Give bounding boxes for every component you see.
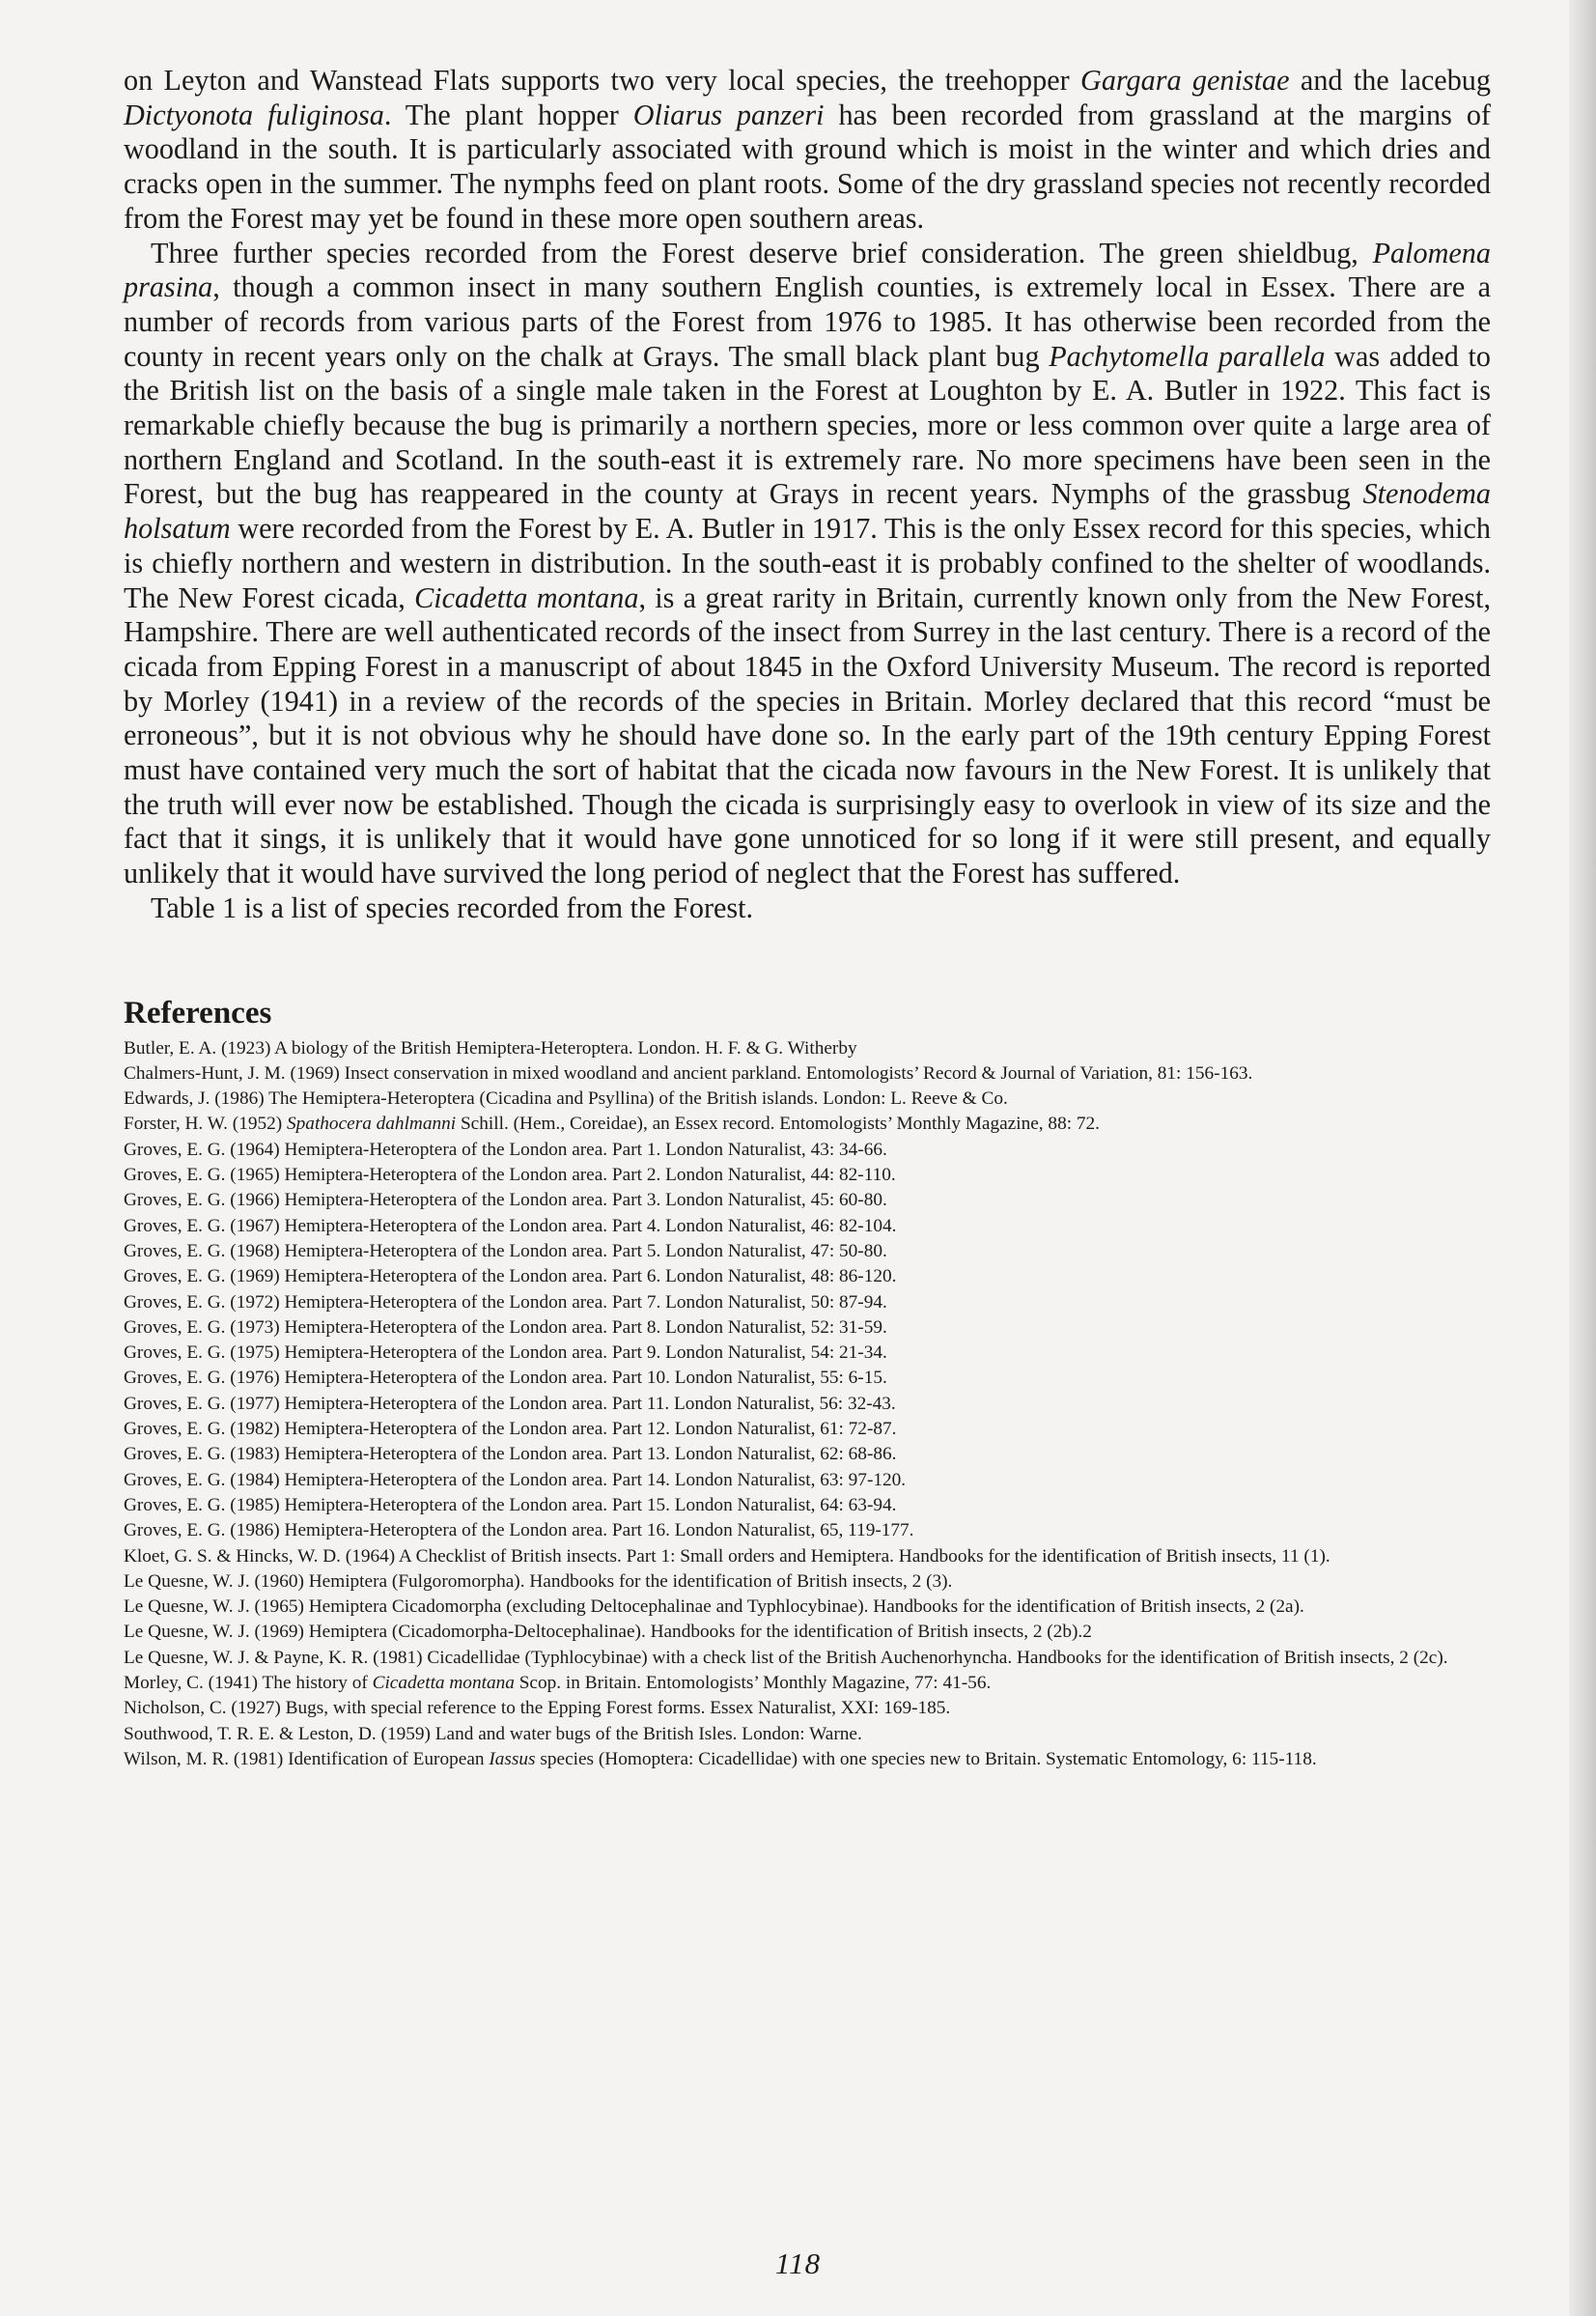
text-run: , is a great rarity in Britain, currently known only from the New Forest, Hampshire. There are well authenticated records of the insect from Surrey in the last century. There is a record of the cicada from Epping Forest in a manuscript of about 1845 in the Oxford University Museum. The record is reported by Morley (1941) in a review of the records of the species in Britain. Morley declared that this record “must be erroneous”, but it is not obvious why he should have done so. In the early part of the 19th century Epping Forest must have contained very much the sort of habitat that the cicada now favours in the New Forest. It is unlikely that the truth will ever now be established. Though the cicada is surprisingly easy to overlook in view of its size and the fact that it sings, it is unlikely that it would have gone unnoticed for so long if it were still present, and equally unlikely that it would have survived the long period of neglect that the Forest has suffered. bbox=[124, 580, 1492, 890]
reference-item bbox=[124, 1315, 1491, 1341]
reference-item bbox=[124, 1595, 1491, 1620]
reference-item bbox=[124, 1671, 1491, 1696]
body-paragraph bbox=[124, 237, 1491, 891]
text-run: Groves, E. G. (1986) Hemiptera-Heteroptera of the London area. Part 16. London Naturalist, 65, 119-177. bbox=[124, 1520, 914, 1541]
reference-item bbox=[124, 1646, 1491, 1671]
text-run: Groves, E. G. (1977) Hemiptera-Heteroptera of the London area. Part 11. London Naturalist, 56: 32-43. bbox=[124, 1393, 896, 1414]
text-run: were recorded from the Forest by E. A. Butler in 1917. This is the only Essex record for this species, which is chiefly northern and western in distribution. In the south-east it is probably confined to the shelter of woodlands. The New Forest cicada, bbox=[124, 512, 1491, 614]
reference-item bbox=[124, 1696, 1491, 1721]
references-list bbox=[124, 1036, 1491, 1773]
reference-item bbox=[124, 1518, 1491, 1543]
reference-item bbox=[124, 1264, 1491, 1289]
reference-item bbox=[124, 1442, 1491, 1467]
italic-term: Dictyonota fuliginosa bbox=[124, 98, 384, 131]
text-run: Groves, E. G. (1968) Hemiptera-Heteroptera of the London area. Part 5. London Naturalist, 47: 50-80. bbox=[124, 1240, 887, 1261]
text-run: Le Quesne, W. J. & Payne, K. R. (1981) Cicadellidae (Typhlocybinae) with a check list of the British Auchenorhyncha. Handbooks for the identification of British insects, 2 (2c). bbox=[124, 1647, 1448, 1668]
reference-item bbox=[124, 1036, 1491, 1061]
body-paragraph bbox=[124, 64, 1491, 237]
text-run: species (Homoptera: Cicadellidae) with one species new to Britain. Systematic Entomology, 6: 115-118. bbox=[535, 1748, 1317, 1769]
text-run: Morley, C. (1941) The history of bbox=[124, 1673, 373, 1693]
page-number: 118 bbox=[774, 2246, 822, 2280]
text-run: Edwards, J. (1986) The Hemiptera-Heteroptera (Cicadina and Psyllina) of the British islands. London: L. Reeve & Co. bbox=[124, 1088, 1008, 1110]
reference-item bbox=[124, 1290, 1491, 1315]
text-run: Groves, E. G. (1972) Hemiptera-Heteroptera of the London area. Part 7. London Naturalist, 50: 87-94. bbox=[124, 1291, 887, 1313]
text-run: and the lacebug bbox=[1289, 64, 1491, 97]
reference-item bbox=[124, 1188, 1491, 1213]
text-run: Table 1 is a list of species recorded from the Forest. bbox=[151, 890, 754, 924]
text-run: Three further species recorded from the Forest deserve brief consideration. The green shieldbug, bbox=[151, 236, 1373, 269]
text-run: Le Quesne, W. J. (1969) Hemiptera (Cicadomorpha-Deltocephalinae). Handbooks for the identification of British insects, 2 (2b).2 bbox=[124, 1622, 1092, 1643]
text-run: Groves, E. G. (1973) Hemiptera-Heteroptera of the London area. Part 8. London Naturalist, 52: 31-59. bbox=[124, 1316, 887, 1338]
page-content bbox=[124, 64, 1491, 1772]
text-run: Groves, E. G. (1983) Hemiptera-Heteroptera of the London area. Part 13. London Naturalist, 62: 68-86. bbox=[124, 1444, 897, 1465]
text-run: Wilson, M. R. (1981) Identification of European bbox=[124, 1748, 490, 1769]
text-run: Groves, E. G. (1976) Hemiptera-Heteroptera of the London area. Part 10. London Naturalist, 55: 6-15. bbox=[124, 1368, 887, 1389]
text-run: Groves, E. G. (1984) Hemiptera-Heteroptera of the London area. Part 14. London Naturalist, 63: 97-120. bbox=[124, 1469, 907, 1490]
italic-term: Palomena prasina bbox=[124, 236, 1491, 304]
text-run: Groves, E. G. (1967) Hemiptera-Heteroptera of the London area. Part 4. London Naturalist, 46: 82-104. bbox=[124, 1215, 897, 1236]
text-run: on Leyton and Wanstead Flats supports two very local species, the treehopper bbox=[124, 64, 1081, 97]
reference-item bbox=[124, 1747, 1491, 1772]
text-run: Scop. in Britain. Entomologists’ Monthly Magazine, 77: 41-56. bbox=[514, 1673, 992, 1693]
text-run: Le Quesne, W. J. (1965) Hemiptera Cicadomorpha (excluding Deltocephalinae and Typhlocybinae). Handbooks for the identification of British insects, 2 (2a). bbox=[124, 1596, 1304, 1618]
text-run: Le Quesne, W. J. (1960) Hemiptera (Fulgoromorpha). Handbooks for the identification of British insects, 2 (3). bbox=[124, 1570, 953, 1592]
reference-item bbox=[124, 1366, 1491, 1391]
text-run: Schill. (Hem., Coreidae), an Essex record. Entomologists’ Monthly Magazine, 88: 72. bbox=[456, 1114, 1100, 1135]
text-run: has been recorded from grassland at the margins of woodland in the south. It is particularly associated with ground which is moist in the winter and which dries and cracks open in the summer. The nymphs feed on plant roots. Some of the dry grassland species not recently recorded from the Forest may yet be found in these more open southern areas. bbox=[124, 98, 1491, 235]
reference-item bbox=[124, 1341, 1491, 1366]
reference-item bbox=[124, 1239, 1491, 1264]
reference-item bbox=[124, 1468, 1491, 1493]
reference-item bbox=[124, 1087, 1491, 1112]
text-run: was added to the British list on the basis of a single male taken in the Forest at Loughton by E. A. Butler in 1922. This fact is remarkable chiefly because the bug is primarily a northern species, more or less common over quite a large area of northern England and Scotland. In the south-east it is extremely rare. No more specimens have been seen in the Forest, but the bug has reappeared in the county at Grays in recent years. Nymphs of the grassbug bbox=[124, 339, 1491, 511]
reference-item bbox=[124, 1620, 1491, 1645]
text-run: Forster, H. W. (1952) bbox=[124, 1114, 288, 1135]
text-run: Kloet, G. S. & Hincks, W. D. (1964) A Checklist of British insects. Part 1: Small orders and Hemiptera. Handbooks for the identification of British insects, 11 (1). bbox=[124, 1545, 1330, 1567]
reference-item bbox=[124, 1163, 1491, 1188]
italic-term: Oliarus panzeri bbox=[632, 98, 825, 131]
reference-item bbox=[124, 1417, 1491, 1442]
reference-item bbox=[124, 1214, 1491, 1239]
body-paragraph bbox=[124, 891, 1491, 926]
text-run: Southwood, T. R. E. & Leston, D. (1959) Land and water bugs of the British Isles. London: Warne. bbox=[124, 1723, 862, 1744]
italic-term: Cicadetta montana bbox=[414, 580, 639, 614]
text-run: Groves, E. G. (1965) Hemiptera-Heteroptera of the London area. Part 2. London Naturalist, 44: 82-110. bbox=[124, 1165, 896, 1186]
text-run: . The plant hopper bbox=[383, 98, 633, 131]
body-text bbox=[124, 64, 1491, 926]
text-run: Groves, E. G. (1969) Hemiptera-Heteroptera of the London area. Part 6. London Naturalist, 48: 86-120. bbox=[124, 1266, 897, 1287]
reference-item bbox=[124, 1493, 1491, 1518]
text-run: , though a common insect in many southern English counties, is extremely local in Essex. There are a number of records from various parts of the Forest from 1976 to 1985. It has otherwise been recorded from the county in recent years only on the chalk at Grays. The small black plant bug bbox=[124, 270, 1491, 373]
reference-item bbox=[124, 1722, 1491, 1747]
italic-term: Cicadetta montana bbox=[372, 1673, 515, 1693]
reference-item bbox=[124, 1138, 1491, 1163]
reference-item bbox=[124, 1569, 1491, 1595]
reference-item bbox=[124, 1544, 1491, 1569]
reference-item bbox=[124, 1392, 1491, 1417]
italic-term: Iassus bbox=[489, 1748, 536, 1769]
text-run: Groves, E. G. (1966) Hemiptera-Heteroptera of the London area. Part 3. London Naturalist, 45: 60-80. bbox=[124, 1190, 887, 1211]
text-run: Chalmers-Hunt, J. M. (1969) Insect conservation in mixed woodland and ancient parkland. Entomologists’ Record & Journal of Variation, 81: 156-163. bbox=[124, 1062, 1253, 1084]
reference-item bbox=[124, 1112, 1491, 1137]
text-run: Nicholson, C. (1927) Bugs, with special reference to the Epping Forest forms. Essex Naturalist, XXI: 169-185. bbox=[124, 1698, 951, 1719]
italic-term: Gargara genistae bbox=[1080, 64, 1290, 97]
text-run: Groves, E. G. (1982) Hemiptera-Heteroptera of the London area. Part 12. London Naturalist, 61: 72-87. bbox=[124, 1419, 897, 1440]
italic-term: Pachytomella parallela bbox=[1049, 339, 1326, 373]
italic-term: Stenodema holsatum bbox=[124, 477, 1491, 546]
text-run: Groves, E. G. (1985) Hemiptera-Heteroptera of the London area. Part 15. London Naturalist, 64: 63-94. bbox=[124, 1494, 897, 1515]
text-run: Butler, E. A. (1923) A biology of the British Hemiptera-Heteroptera. London. H. F. & G. Witherby bbox=[124, 1037, 857, 1059]
italic-term: Spathocera dahlmanni bbox=[287, 1114, 457, 1135]
text-run: Groves, E. G. (1964) Hemiptera-Heteroptera of the London area. Part 1. London Naturalist, 43: 34-66. bbox=[124, 1139, 887, 1160]
reference-item bbox=[124, 1061, 1491, 1087]
page-edge bbox=[1569, 0, 1596, 2316]
text-run: Groves, E. G. (1975) Hemiptera-Heteroptera of the London area. Part 9. London Naturalist, 54: 21-34. bbox=[124, 1342, 887, 1364]
references-heading: References bbox=[124, 995, 272, 1031]
